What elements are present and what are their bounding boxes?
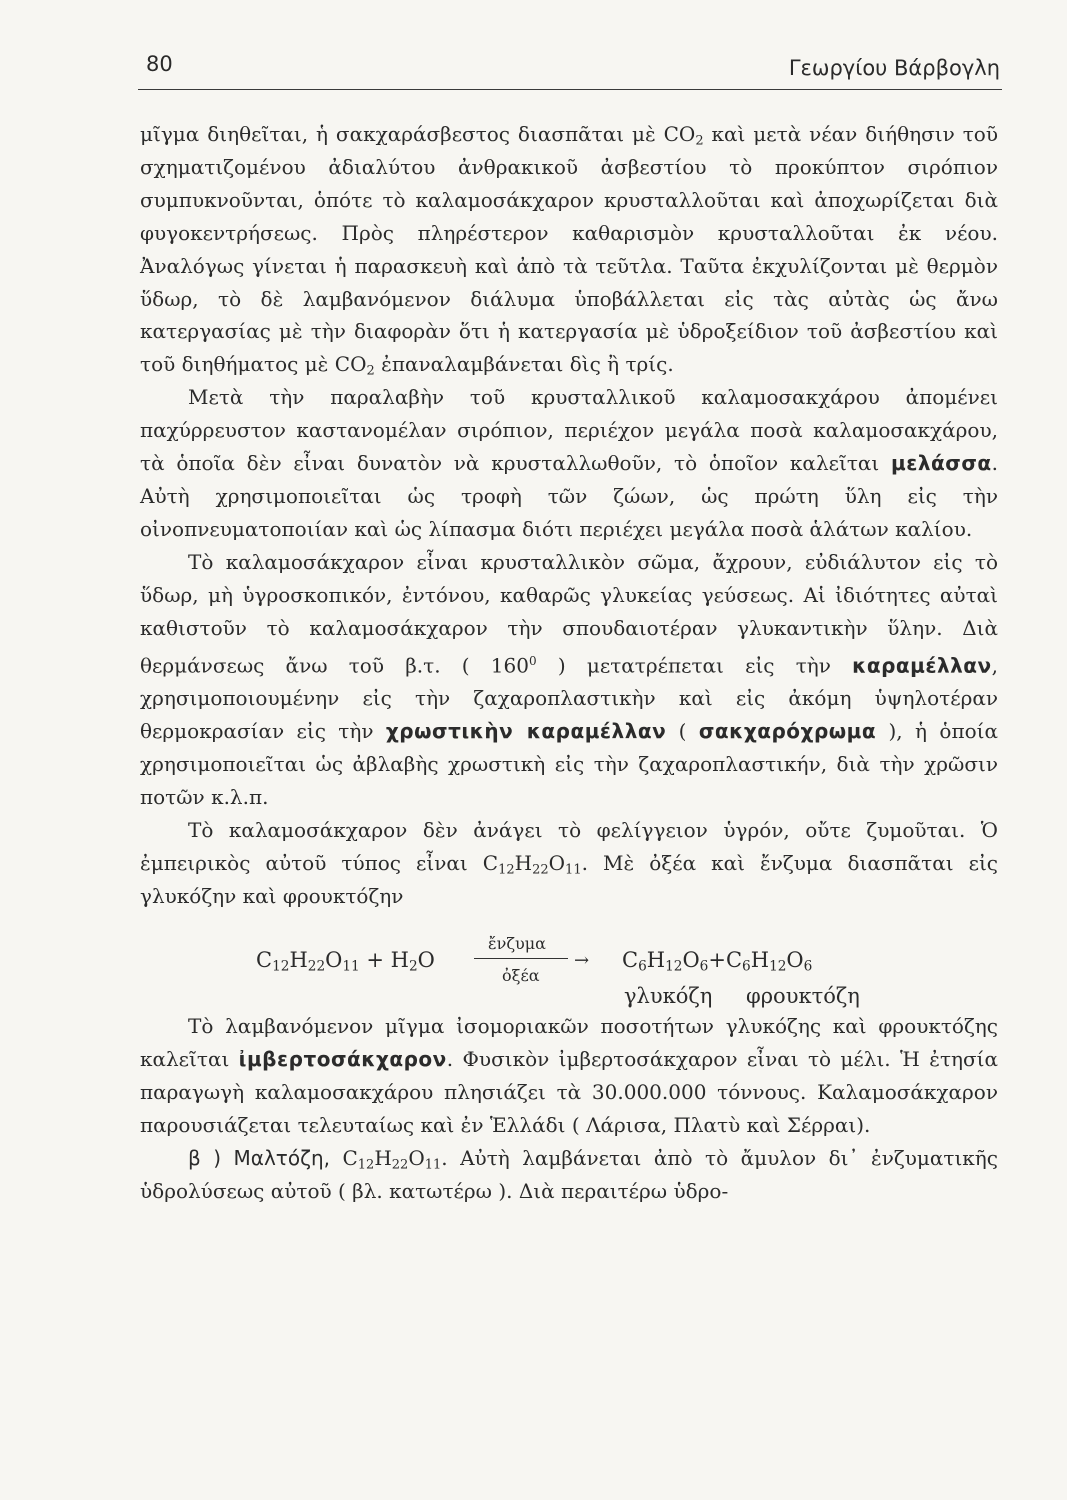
eq-text: C	[725, 948, 743, 973]
text-run: . Μὲ ὀξέα καὶ ἔνζυμα διασπᾶται εἰς γλυκόζην καὶ φρουκτόζην	[140, 850, 999, 908]
subscript: 11	[565, 861, 582, 877]
eq-text: C	[622, 948, 639, 973]
eq-sub: 22	[307, 958, 326, 975]
arrow-shaft	[474, 958, 568, 959]
equation-reactants	[256, 944, 435, 977]
text-run: H	[514, 850, 533, 875]
paragraph-2	[140, 381, 998, 546]
superscript: 0	[528, 653, 537, 668]
subsection-label: β ) Μαλτόζη,	[188, 1146, 330, 1171]
eq-plus: +	[359, 948, 391, 973]
reaction-arrow	[470, 928, 600, 988]
text-run: μῖγμα διηθεῖται, ἡ σακχαράσβεστος διασπᾶται μὲ CO	[140, 122, 696, 146]
eq-text: H	[289, 948, 308, 973]
text-run: Μετὰ τὴν παραλαβὴν τοῦ κρυσταλλικοῦ καλαμοσακχάρου ἀπομένει παχύρρευστον καστανομέλαν σιρόπιον, περιέχον μεγάλα ποσὰ καλαμοσακχάρου, τὰ ὁποῖα δὲν εἶναι δυνατὸν νὰ κρυσταλλωθοῦν, τὸ ὁποῖον καλεῖται	[140, 385, 998, 476]
subscript: 22	[391, 1157, 409, 1173]
paragraph-3	[140, 546, 998, 814]
page-body	[140, 118, 998, 1208]
paragraph-5	[140, 1010, 998, 1142]
text-run: ἐπαναλαμβάνεται δὶς ἢ τρίς.	[374, 352, 674, 377]
eq-sub: 6	[638, 958, 647, 975]
text-run: C	[329, 1146, 358, 1171]
page-header	[138, 44, 1002, 90]
eq-text: O	[325, 948, 343, 973]
eq-sub: 6	[742, 958, 751, 975]
text-run: O	[548, 850, 566, 875]
fructose-label: φρουκτόζη	[746, 984, 860, 1009]
eq-sub: 2	[408, 958, 418, 975]
catalyst-acid-label: ὀξέα	[502, 966, 540, 986]
equation-products	[622, 944, 812, 977]
eq-text: C	[256, 948, 273, 973]
catalyst-enzyme-label: ἔνζυμα	[488, 934, 546, 954]
term-coloring-caramel: χρωστικὴν καραμέλλαν	[385, 718, 667, 743]
hydrolysis-equation	[140, 914, 998, 1010]
eq-sub: 6	[699, 958, 709, 975]
eq-text: O	[417, 948, 435, 973]
eq-text: H	[390, 948, 409, 973]
subscript: 22	[532, 861, 549, 877]
text-run: καὶ μετὰ νέαν διήθησιν τοῦ σχηματιζομένου ἀδιαλύτου ἀνθρακικοῦ ἀσβεστίου τὸ προκύπτον σιρόπιον συμπυκνοῦνται, ὁπότε τὸ καλαμοσάκχαρον κρυσταλλοῦται καὶ ἀποχωρίζεται διὰ φυγοκεντρήσεως. Πρὸς πληρέστερον καθαρισμὸν κρυσταλλοῦται ἐκ νέου. Ἀναλόγως γίνεται ἡ παρασκευὴ καὶ ἀπὸ τὰ τεῦτλα. Ταῦτα ἐκχυλίζονται μὲ θερμὸν ὕδωρ, τὸ δὲ λαμβανόμενον διάλυμα ὑποβάλλεται εἰς τὰς αὐτὰς ὡς ἄνω κατεργασίας μὲ τὴν διαφορὰν ὅτι ἡ κατεργασία μὲ ὑδροξείδιον τοῦ ἀσβεστίου καὶ τοῦ διηθήματος μὲ CO	[140, 122, 998, 377]
text-run: . Αὐτὴ λαμβάνεται ἀπὸ τὸ ἄμυλον δι᾽ ἐνζυματικῆς ὑδρολύσεως αὐτοῦ ( βλ. κατωτέρω ). Διὰ περαιτέρω ὑδρο-	[140, 1146, 998, 1203]
paragraph-1	[140, 118, 998, 381]
term-invert-sugar: ἰμβερτοσάκχαρον	[238, 1047, 447, 1072]
arrowhead-icon: →	[574, 950, 590, 972]
text-run: ) μετατρέπεται εἰς τὴν	[536, 653, 853, 678]
subscript: 2	[695, 133, 704, 149]
paragraph-6	[140, 1142, 998, 1208]
text-run: . Φυσικὸν ἰμβερτοσάκχαρον εἶναι τὸ μέλι. Ἡ ἐτησία παραγωγὴ καλαμοσακχάρου πλησιάζει τὰ 30.000.000 τόννους. Καλαμοσάκχαρον παρουσιάζεται τελευταίως καὶ ἐν Ἑλλάδι ( Λάρισα, Πλατὺ καὶ Σέρραι).	[140, 1047, 998, 1138]
eq-sub: 12	[272, 958, 290, 975]
subscript: 12	[498, 861, 515, 877]
eq-sub: 12	[665, 958, 683, 975]
page-number: 80	[146, 52, 173, 76]
subscript: 11	[424, 1157, 442, 1173]
eq-text: O	[786, 948, 804, 973]
text-run: Τὸ λαμβανόμενον μῖγμα ἰσομοριακῶν ποσοτήτων γλυκόζης καὶ φρουκτόζης καλεῖται	[140, 1014, 998, 1072]
eq-text: H	[646, 948, 666, 973]
eq-sub: 11	[342, 958, 360, 975]
text-run: H	[374, 1146, 392, 1171]
running-head-author: Γεωργίου Βάρβογλη	[788, 56, 1000, 80]
term-molasses: μελάσσα	[891, 451, 992, 476]
text-run: , χρησιμοποιουμένην εἰς τὴν ζαχαροπλαστικὴν καὶ εἰς ἀκόμη ὑψηλοτέραν θερμοκρασίαν εἰς τὴν	[140, 653, 999, 743]
term-caramel: καραμέλλαν	[852, 653, 992, 678]
eq-text: O	[682, 948, 700, 973]
eq-text: H	[750, 948, 770, 973]
text-run: ), ἡ ὁποία χρησιμοποιεῖται ὡς ἀβλαβὴς χρωστικὴ εἰς τὴν ζαχαροπλαστικήν, διὰ τὴν χρῶσιν ποτῶν κ.λ.π.	[140, 718, 998, 809]
glucose-label: γλυκόζη	[624, 984, 713, 1009]
eq-plus: +	[708, 948, 726, 973]
text-run: (	[666, 718, 699, 743]
text-run: O	[408, 1146, 425, 1171]
eq-sub: 6	[803, 958, 813, 975]
text-run: Τὸ καλαμοσάκχαρον δὲν ἀνάγει τὸ φελίγγειον ὑγρόν, οὔτε ζυμοῦται. Ὁ ἐμπειρικὸς αὐτοῦ τύπος εἶναι C	[140, 817, 998, 875]
paragraph-4	[140, 814, 998, 913]
header-rule	[138, 89, 1002, 90]
subscript: 2	[366, 363, 375, 379]
text-run: Τὸ καλαμοσάκχαρον εἶναι κρυσταλλικὸν σῶμα, ἄχρουν, εὐδιάλυτον εἰς τὸ ὕδωρ, μὴ ὑγροσκοπικόν, ἐντόνου, καθαρῶς γλυκείας γεύσεως. Αἱ ἰδιότητες αὐταὶ καθιστοῦν τὸ καλαμοσάκχαρον τὴν σπουδαιοτέραν γλυκαντικὴν ὕλην. Διὰ θερμάνσεως ἄνω τοῦ β.τ. ( 160	[140, 549, 998, 678]
term-sugar-color: σακχαρόχρωμα	[698, 718, 877, 743]
subscript: 12	[357, 1157, 375, 1173]
text-run: . Αὐτὴ χρησιμοποιεῖται ὡς τροφὴ τῶν ζώων, ὡς πρώτη ὕλη εἰς τὴν οἰνοπνευματοποιίαν καὶ ὡς λίπασμα διότι περιέχει μεγάλα ποσὰ ἁλάτων καλίου.	[140, 451, 998, 541]
eq-sub: 12	[769, 958, 787, 975]
